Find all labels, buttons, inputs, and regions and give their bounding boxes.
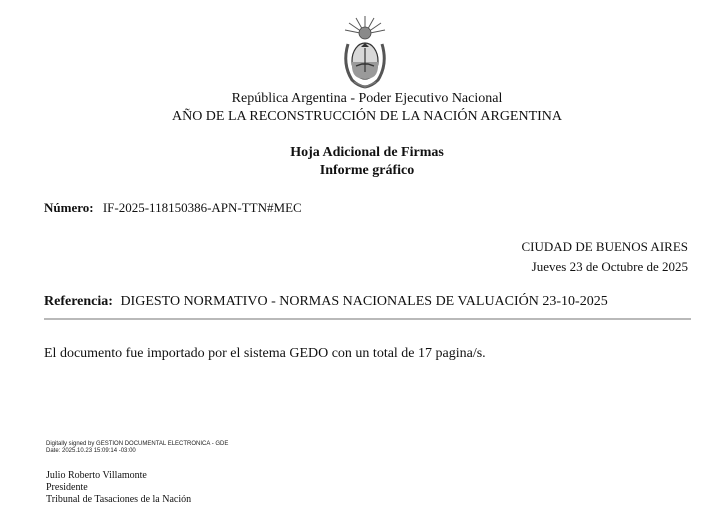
location-city: CIUDAD DE BUENOS AIRES xyxy=(521,239,688,254)
digital-signature-stamp xyxy=(46,441,228,455)
document-number-label: Número: xyxy=(44,200,94,215)
reference-value: DIGESTO NORMATIVO - NORMAS NACIONALES DE VALUACIÓN 23-10-2025 xyxy=(120,294,608,309)
document-date: Jueves 23 de Octubre de 2025 xyxy=(531,259,688,274)
reference xyxy=(44,294,608,310)
document-number xyxy=(44,200,302,216)
document-number-value: IF-2025-118150386-APN-TTN#MEC xyxy=(102,200,302,215)
digital-signature-line-1: Digitally signed by GESTION DOCUMENTAL ELECTRONICA - GDE xyxy=(46,441,229,447)
digital-signature-date: Date: 2025.10.23 15:09:14 -03:00 xyxy=(46,448,136,454)
signer-name: Julio Roberto Villamonte xyxy=(46,470,147,481)
body-text: El documento fue importado por el sistema GEDO con un total de 17 pagina/s. xyxy=(44,346,486,361)
header-line-1: República Argentina - Poder Ejecutivo Nacional xyxy=(231,91,503,106)
argentina-coat-of-arms-icon xyxy=(340,14,390,90)
signer-role: Presidente xyxy=(46,482,88,493)
reference-label: Referencia: xyxy=(44,294,113,309)
signer-organization: Tribunal de Tasaciones de la Nación xyxy=(46,494,192,505)
divider xyxy=(44,318,691,320)
document-title: Hoja Adicional de Firmas xyxy=(290,145,444,160)
header-line-2: AÑO DE LA RECONSTRUCCIÓN DE LA NACIÓN ARGENTINA xyxy=(171,109,563,124)
document-subtitle: Informe gráfico xyxy=(319,163,415,178)
